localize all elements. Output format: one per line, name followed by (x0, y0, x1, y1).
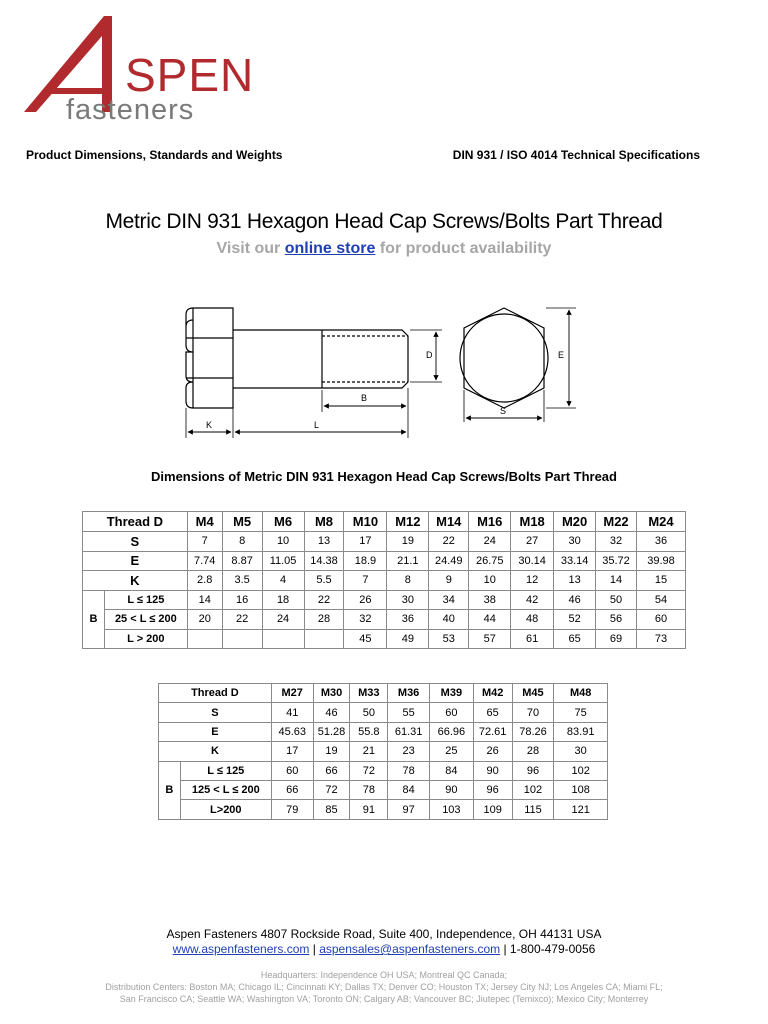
table-cell: 108 (554, 780, 608, 799)
table-cell: 51.28 (313, 722, 350, 741)
contact-separator: | (309, 942, 320, 956)
footer-distribution-2: San Francisco CA; Seattle WA; Washington VA; Toronto ON; Calgary AB; Vancouver BC; Jiutepec (Temixco); Mexico City; Monterrey (119, 994, 649, 1004)
table-cell: 60 (637, 610, 686, 630)
table-cell: 49 (387, 629, 429, 649)
table-cell: 61.31 (388, 722, 430, 741)
table-cell: 54 (637, 590, 686, 610)
table-cell: 36 (637, 532, 686, 552)
size-header: M6 (262, 512, 304, 532)
table-row (159, 780, 608, 799)
table-cell: 85 (313, 800, 350, 819)
table-cell: 18 (262, 590, 304, 610)
size-header: M12 (387, 512, 429, 532)
table-cell: 30 (387, 590, 429, 610)
table-cell: 21.1 (387, 551, 429, 571)
table-cell: 83.91 (554, 722, 608, 741)
table-cell: 66.96 (430, 722, 474, 741)
table-cell: 14 (596, 571, 637, 591)
table-cell: 40 (429, 610, 469, 630)
table-cell: 57 (469, 629, 511, 649)
thread-d-header: Thread D (159, 684, 272, 703)
table-cell: 55.8 (350, 722, 388, 741)
table-cell: 72 (350, 761, 388, 780)
table-cell: 7 (344, 571, 387, 591)
label-l: L (314, 420, 320, 430)
table-cell: 3.5 (222, 571, 262, 591)
label-s: S (500, 406, 507, 416)
footer-address: Aspen Fasteners 4807 Rockside Road, Suite 400, Independence, OH 44131 USA (166, 927, 602, 941)
table-cell: 60 (430, 703, 474, 722)
size-header: M42 (473, 684, 512, 703)
table-cell: 115 (512, 800, 554, 819)
table-caption: Dimensions of Metric DIN 931 Hexagon Head Cap Screws/Bolts Part Thread (151, 469, 617, 484)
table-cell: 90 (473, 761, 512, 780)
table-cell: 72.61 (473, 722, 512, 741)
size-header: M14 (429, 512, 469, 532)
website-link[interactable]: www.aspenfasteners.com (172, 942, 310, 956)
b-label: B (83, 590, 105, 649)
table-cell: 4 (262, 571, 304, 591)
size-header: M16 (469, 512, 511, 532)
footer-distribution-1: Distribution Centers: Boston MA; Chicago IL; Cincinnati KY; Dallas TX; Denver CO; Houston TX; Jersey City NJ; Los Angeles CA; Miami FL; (105, 982, 663, 992)
table-cell: 18.9 (344, 551, 387, 571)
table-cell: 32 (596, 532, 637, 552)
table-cell: 78 (350, 780, 388, 799)
table-cell: 30 (554, 532, 596, 552)
table-cell: 14.38 (304, 551, 344, 571)
company-logo (22, 14, 255, 126)
table-cell: 26 (344, 590, 387, 610)
size-header: M8 (304, 512, 344, 532)
dimensions-table-m4-m24 (82, 511, 686, 649)
online-store-link[interactable]: online store (284, 240, 376, 257)
table-row (83, 590, 686, 610)
table-cell: 38 (469, 590, 511, 610)
table-cell: 20 (187, 610, 222, 630)
table-cell: 11.05 (262, 551, 304, 571)
table-cell: 28 (512, 742, 554, 761)
table-cell: 46 (554, 590, 596, 610)
table-cell: 52 (554, 610, 596, 630)
logo-spen-text: SPEN (125, 49, 255, 101)
row-label: S (83, 532, 188, 552)
table-cell: 23 (388, 742, 430, 761)
logo-fasteners-text: fasteners (66, 94, 195, 126)
table-cell: 19 (387, 532, 429, 552)
table-cell: 45 (344, 629, 387, 649)
size-header: M36 (388, 684, 430, 703)
table-cell: 8.87 (222, 551, 262, 571)
table-cell: 56 (596, 610, 637, 630)
table-cell: 41 (271, 703, 313, 722)
table-row (83, 571, 686, 591)
table-row (83, 610, 686, 630)
size-header: M5 (222, 512, 262, 532)
table-cell: 53 (429, 629, 469, 649)
table-cell: 21 (350, 742, 388, 761)
visit-prefix: Visit our (216, 240, 285, 257)
label-k: K (206, 420, 213, 430)
footer-contact-line (0, 942, 768, 956)
table-row (83, 551, 686, 571)
table-header-row (83, 512, 686, 532)
size-header: M4 (187, 512, 222, 532)
size-header: M45 (512, 684, 554, 703)
table-cell: 103 (430, 800, 474, 819)
table-cell: 46 (313, 703, 350, 722)
table-cell: 60 (271, 761, 313, 780)
table-header-row (159, 684, 608, 703)
table-cell: 69 (596, 629, 637, 649)
dimensions-table-m27-m48 (158, 683, 608, 820)
table-cell: 30.14 (511, 551, 554, 571)
table-row (83, 532, 686, 552)
table-cell: 9 (429, 571, 469, 591)
table-cell: 24 (262, 610, 304, 630)
table-cell: 22 (429, 532, 469, 552)
table-cell: 22 (222, 610, 262, 630)
b-row-label: L ≤ 125 (180, 761, 271, 780)
phone-number: | 1-800-479-0056 (500, 942, 596, 956)
table-row (159, 722, 608, 741)
size-header: M24 (637, 512, 686, 532)
header-right-text: DIN 931 / ISO 4014 Technical Specifications (452, 148, 700, 162)
table-cell: 17 (271, 742, 313, 761)
table-cell: 66 (313, 761, 350, 780)
table-cell: 27 (511, 532, 554, 552)
table-cell: 84 (430, 761, 474, 780)
size-header: M18 (511, 512, 554, 532)
table-cell: 55 (388, 703, 430, 722)
table-cell: 32 (344, 610, 387, 630)
table-cell: 45.63 (271, 722, 313, 741)
size-header: M39 (430, 684, 474, 703)
bolt-technical-drawing (180, 300, 580, 442)
label-e: E (558, 350, 565, 360)
table-cell: 102 (554, 761, 608, 780)
table-row (159, 703, 608, 722)
table-cell: 97 (388, 800, 430, 819)
table-cell: 24.49 (429, 551, 469, 571)
visit-suffix: for product availability (375, 240, 552, 257)
row-label: K (159, 742, 272, 761)
table-cell: 96 (473, 780, 512, 799)
table-cell: 34 (429, 590, 469, 610)
table-cell: 22 (304, 590, 344, 610)
b-row-label: L>200 (180, 800, 271, 819)
table-cell: 2.8 (187, 571, 222, 591)
table-cell: 19 (313, 742, 350, 761)
b-row-label: 125 < L ≤ 200 (180, 780, 271, 799)
table-cell: 72 (313, 780, 350, 799)
table-cell: 79 (271, 800, 313, 819)
table-cell: 66 (271, 780, 313, 799)
size-header: M27 (271, 684, 313, 703)
header-left-text: Product Dimensions, Standards and Weights (26, 148, 283, 162)
size-header: M20 (554, 512, 596, 532)
row-label: K (83, 571, 188, 591)
size-header: M30 (313, 684, 350, 703)
page-title: Metric DIN 931 Hexagon Head Cap Screws/Bolts Part Thread (105, 210, 663, 233)
table-cell: 50 (350, 703, 388, 722)
table-cell: 90 (430, 780, 474, 799)
table-cell: 7.74 (187, 551, 222, 571)
footer-headquarters: Headquarters: Independence OH USA; Montreal QC Canada; (260, 970, 508, 980)
table-row (159, 742, 608, 761)
label-d: D (426, 350, 433, 360)
size-header: M22 (596, 512, 637, 532)
table-cell: 96 (512, 761, 554, 780)
label-b: B (361, 393, 368, 403)
table-cell: 39.98 (637, 551, 686, 571)
table-cell: 65 (473, 703, 512, 722)
table-cell (262, 629, 304, 649)
table-cell: 15 (637, 571, 686, 591)
table-cell: 13 (304, 532, 344, 552)
table-cell: 17 (344, 532, 387, 552)
table-cell: 36 (387, 610, 429, 630)
row-label: E (83, 551, 188, 571)
table-cell: 10 (262, 532, 304, 552)
table-cell: 7 (187, 532, 222, 552)
table-cell: 121 (554, 800, 608, 819)
table-cell: 61 (511, 629, 554, 649)
table-cell: 78 (388, 761, 430, 780)
table-row (159, 761, 608, 780)
b-row-label: L ≤ 125 (104, 590, 187, 610)
table-cell (222, 629, 262, 649)
row-label: E (159, 722, 272, 741)
b-label: B (159, 761, 181, 819)
table-cell (187, 629, 222, 649)
table-cell: 8 (387, 571, 429, 591)
table-cell: 102 (512, 780, 554, 799)
table-cell: 14 (187, 590, 222, 610)
table-cell: 35.72 (596, 551, 637, 571)
table-cell: 30 (554, 742, 608, 761)
table-cell: 48 (511, 610, 554, 630)
visit-store-line (0, 240, 768, 258)
table-cell: 26 (473, 742, 512, 761)
table-cell: 28 (304, 610, 344, 630)
table-cell: 8 (222, 532, 262, 552)
table-cell: 70 (512, 703, 554, 722)
table-cell: 109 (473, 800, 512, 819)
table-cell: 33.14 (554, 551, 596, 571)
table-cell: 10 (469, 571, 511, 591)
b-row-label: 25 < L ≤ 200 (104, 610, 187, 630)
size-header: M33 (350, 684, 388, 703)
table-cell: 78.26 (512, 722, 554, 741)
table-cell: 42 (511, 590, 554, 610)
table-row (159, 800, 608, 819)
table-cell: 5.5 (304, 571, 344, 591)
table-cell: 16 (222, 590, 262, 610)
email-link[interactable]: aspensales@aspenfasteners.com (319, 942, 501, 956)
table-cell: 44 (469, 610, 511, 630)
table-cell: 84 (388, 780, 430, 799)
table-cell: 24 (469, 532, 511, 552)
table-cell: 12 (511, 571, 554, 591)
b-row-label: L > 200 (104, 629, 187, 649)
row-label: S (159, 703, 272, 722)
table-cell: 73 (637, 629, 686, 649)
size-header: M48 (554, 684, 608, 703)
thread-d-header: Thread D (83, 512, 188, 532)
table-cell: 26.75 (469, 551, 511, 571)
table-cell: 50 (596, 590, 637, 610)
table-cell: 25 (430, 742, 474, 761)
table-cell: 75 (554, 703, 608, 722)
table-cell: 65 (554, 629, 596, 649)
table-cell: 91 (350, 800, 388, 819)
table-row (83, 629, 686, 649)
size-header: M10 (344, 512, 387, 532)
table-cell: 13 (554, 571, 596, 591)
table-cell (304, 629, 344, 649)
